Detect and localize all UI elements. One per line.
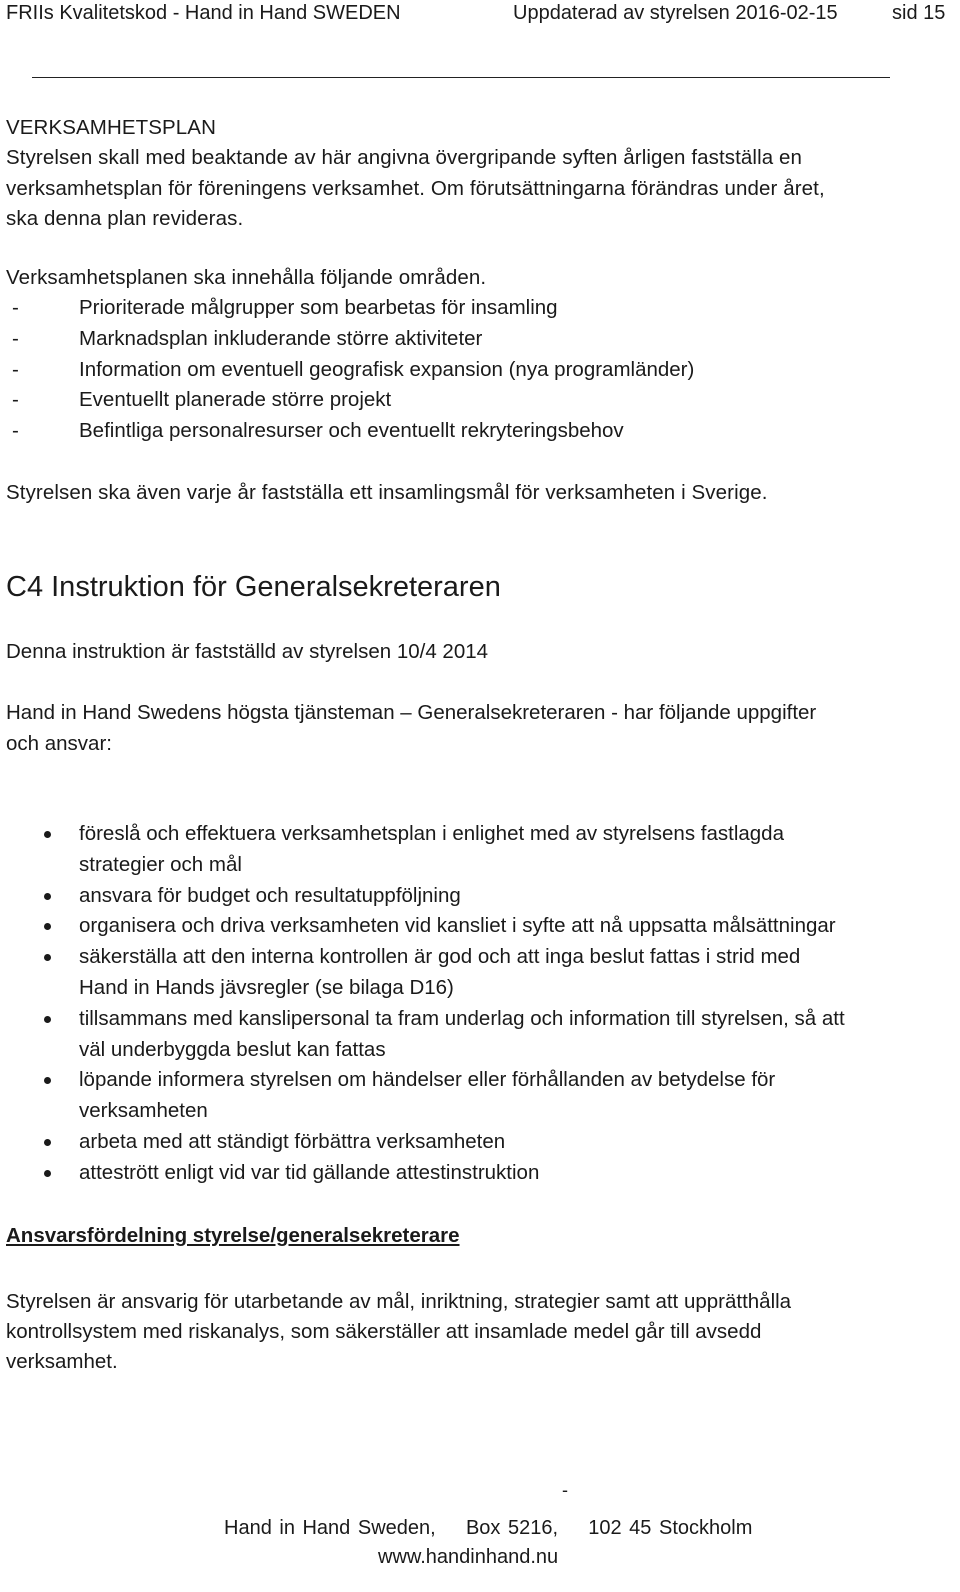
header-rule	[32, 77, 890, 78]
contents-intro: Verksamhetsplanen ska innehålla följande områden.	[6, 266, 487, 289]
bullet-list	[6, 819, 956, 1189]
dash-marker: -	[12, 326, 19, 350]
list-item	[6, 1065, 956, 1127]
list-item	[6, 819, 956, 881]
intro-line: Hand in Hand Swedens högsta tjänsteman – Generalsekreteraren - har följande uppgifter	[6, 701, 817, 724]
closing-line: Styrelsen är ansvarig för utarbetande av mål, inriktning, strategier samt att upprätthålla	[6, 1290, 792, 1313]
header-date: Uppdaterad av styrelsen 2016-02-15	[513, 2, 838, 24]
list-item-line: Hand in Hands jävsregler (se bilaga D16)	[79, 975, 454, 999]
footer-dash: -	[562, 1480, 568, 1500]
list-item	[6, 1158, 956, 1189]
closing-line: verksamhet.	[6, 1350, 118, 1373]
list-item-line: verksamheten	[79, 1099, 208, 1123]
list-item-text: Prioriterade målgrupper som bearbetas för insamling	[79, 296, 558, 319]
footer-url[interactable]: www.handinhand.nu	[378, 1546, 559, 1568]
list-item	[6, 881, 956, 912]
list-item-line: strategier och mål	[79, 852, 242, 876]
section-paragraph-line: verksamhetsplan för föreningens verksamhet. Om förutsättningarna förändras under året,	[6, 177, 825, 200]
dash-marker: -	[12, 296, 19, 319]
section-closing: Styrelsen ska även varje år fastställa ett insamlingsmål för verksamheten i Sverige.	[6, 481, 768, 504]
list-item-text: Information om eventuell geografisk expansion (nya programländer)	[79, 357, 695, 381]
list-item	[6, 293, 694, 324]
closing-line: kontrollsystem med riskanalys, som säkerställer att insamlade medel går till avsedd	[6, 1320, 762, 1343]
list-item-line: tillsammans med kanslipersonal ta fram underlag och information till styrelsen, så att	[79, 1006, 845, 1030]
list-item-line: ansvara för budget och resultatuppföljning	[79, 883, 461, 907]
bullet-icon	[44, 893, 51, 900]
list-item-line: arbeta med att ständigt förbättra verksamheten	[79, 1129, 506, 1153]
list-item	[6, 324, 694, 355]
list-item-text: Eventuellt planerade större projekt	[79, 388, 392, 412]
subheading: Ansvarsfördelning styrelse/generalsekreterare	[6, 1224, 460, 1247]
bullet-icon	[44, 831, 51, 838]
footer-city: 102 45 Stockholm	[588, 1517, 753, 1539]
dash-marker: -	[12, 419, 19, 443]
footer-box: Box 5216,	[465, 1517, 559, 1539]
list-item-line: löpande informera styrelsen om händelser eller förhållanden av betydelse för	[79, 1068, 776, 1092]
bullet-icon	[44, 1139, 51, 1146]
bullet-icon	[44, 1077, 51, 1084]
bullet-icon	[44, 954, 51, 961]
list-item	[6, 385, 694, 416]
list-item-text: Marknadsplan inkluderande större aktiviteter	[79, 326, 483, 350]
section-heading: C4 Instruktion för Generalsekreteraren	[6, 571, 501, 603]
dash-list	[6, 293, 694, 447]
list-item	[6, 1127, 956, 1158]
established-note: Denna instruktion är fastställd av styrelsen 10/4 2014	[6, 640, 489, 663]
bullet-icon	[44, 1170, 51, 1177]
footer-org: Hand in Hand Sweden,	[224, 1517, 436, 1539]
header-left: FRIIs Kvalitetskod - Hand in Hand SWEDEN	[6, 2, 401, 24]
header-page-number: sid 15	[892, 2, 946, 24]
list-item	[6, 1004, 956, 1066]
list-item	[6, 942, 956, 1004]
list-item-line: attestrött enligt vid var tid gällande attestinstruktion	[79, 1160, 540, 1184]
section-paragraph-line: Styrelsen skall med beaktande av här angivna övergripande syften årligen fastställa en	[6, 146, 803, 169]
list-item-line: föreslå och effektuera verksamhetsplan i enlighet med av styrelsens fastlagda	[79, 822, 784, 845]
list-item	[6, 355, 694, 386]
section-paragraph-line: ska denna plan revideras.	[6, 207, 244, 230]
footer-address	[224, 1517, 752, 1540]
bullet-icon	[44, 1016, 51, 1023]
list-item	[6, 911, 956, 942]
list-item-text: Befintliga personalresurser och eventuellt rekryteringsbehov	[79, 419, 624, 443]
dash-marker: -	[12, 388, 19, 412]
intro-line: och ansvar:	[6, 732, 112, 755]
dash-marker: -	[12, 357, 19, 381]
list-item-line: väl underbyggda beslut kan fattas	[79, 1037, 386, 1061]
list-item-line: säkerställa att den interna kontrollen är god och att inga beslut fattas i strid med	[79, 945, 801, 969]
list-item	[6, 416, 694, 447]
list-item-line: organisera och driva verksamheten vid kansliet i syfte att nå uppsatta målsättningar	[79, 914, 836, 938]
bullet-icon	[44, 923, 51, 930]
section-title: VERKSAMHETSPLAN	[6, 116, 216, 139]
